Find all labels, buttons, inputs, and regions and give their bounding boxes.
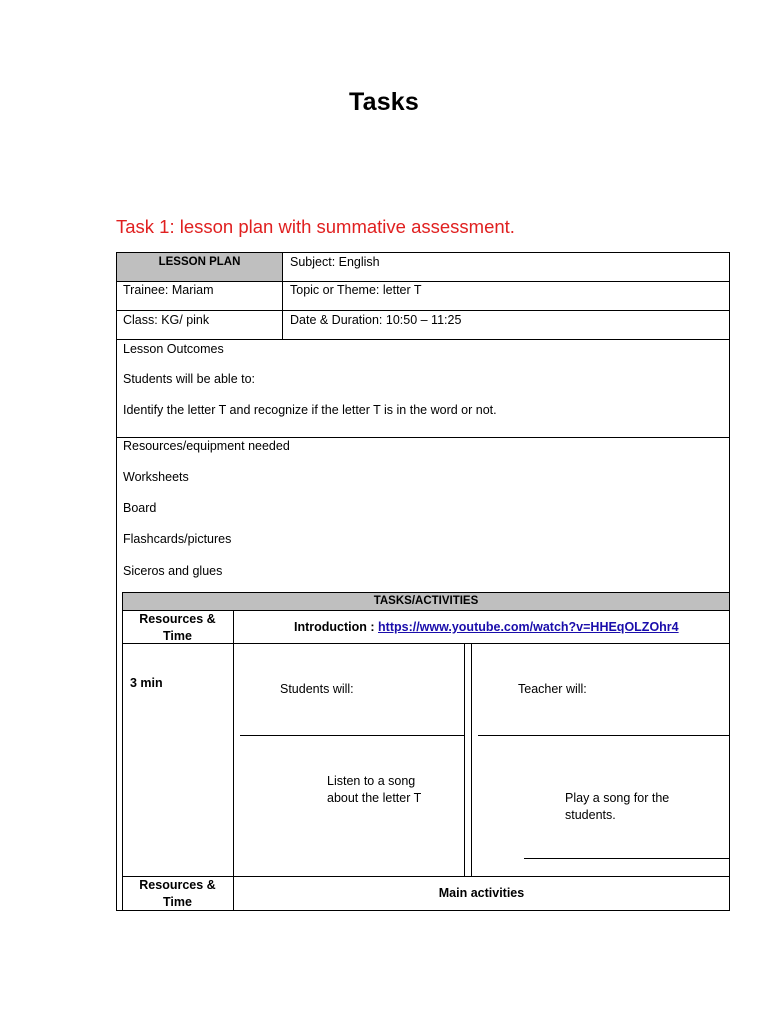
teacher-action: Play a song for the students.	[565, 791, 670, 822]
resources-time-label: Resources & Time	[139, 878, 216, 909]
resource-item: Worksheets	[123, 470, 189, 484]
introduction-link[interactable]: https://www.youtube.com/watch?v=HHEqOLZOhr4	[378, 620, 679, 634]
students-action: Listen to a song about the letter T	[327, 774, 422, 805]
resources-heading: Resources/equipment needed	[123, 439, 290, 453]
topic: Topic or Theme: letter T	[290, 283, 422, 297]
lesson-plan-label: LESSON PLAN	[158, 256, 241, 268]
activities-header: TASKS/ACTIVITIES	[373, 595, 479, 607]
outcomes-lead: Students will be able to:	[123, 372, 256, 386]
subject: Subject: English	[290, 255, 380, 269]
teacher-will: Teacher will:	[518, 682, 587, 696]
resource-item: Siceros and glues	[123, 564, 223, 578]
resource-item: Board	[123, 501, 157, 515]
outcomes-heading: Lesson Outcomes	[123, 342, 224, 356]
date-duration: Date & Duration: 10:50 – 11:25	[290, 313, 462, 327]
introduction: Introduction : https://www.youtube.com/watch?v=HHEqOLZOhr4	[294, 620, 679, 634]
resource-item: Flashcards/pictures	[123, 532, 232, 546]
resources-time-label: Resources & Time	[139, 612, 216, 643]
task-heading: Task 1: lesson plan with summative assessment.	[116, 216, 515, 237]
page-title: Tasks	[348, 88, 420, 116]
time: 3 min	[130, 676, 163, 690]
outcome-item: Identify the letter T and recognize if the letter T is in the word or not.	[123, 403, 497, 417]
trainee: Trainee: Mariam	[123, 283, 214, 297]
main-activities: Main activities	[438, 886, 525, 900]
students-will: Students will:	[280, 682, 354, 696]
class: Class: KG/ pink	[123, 313, 210, 327]
